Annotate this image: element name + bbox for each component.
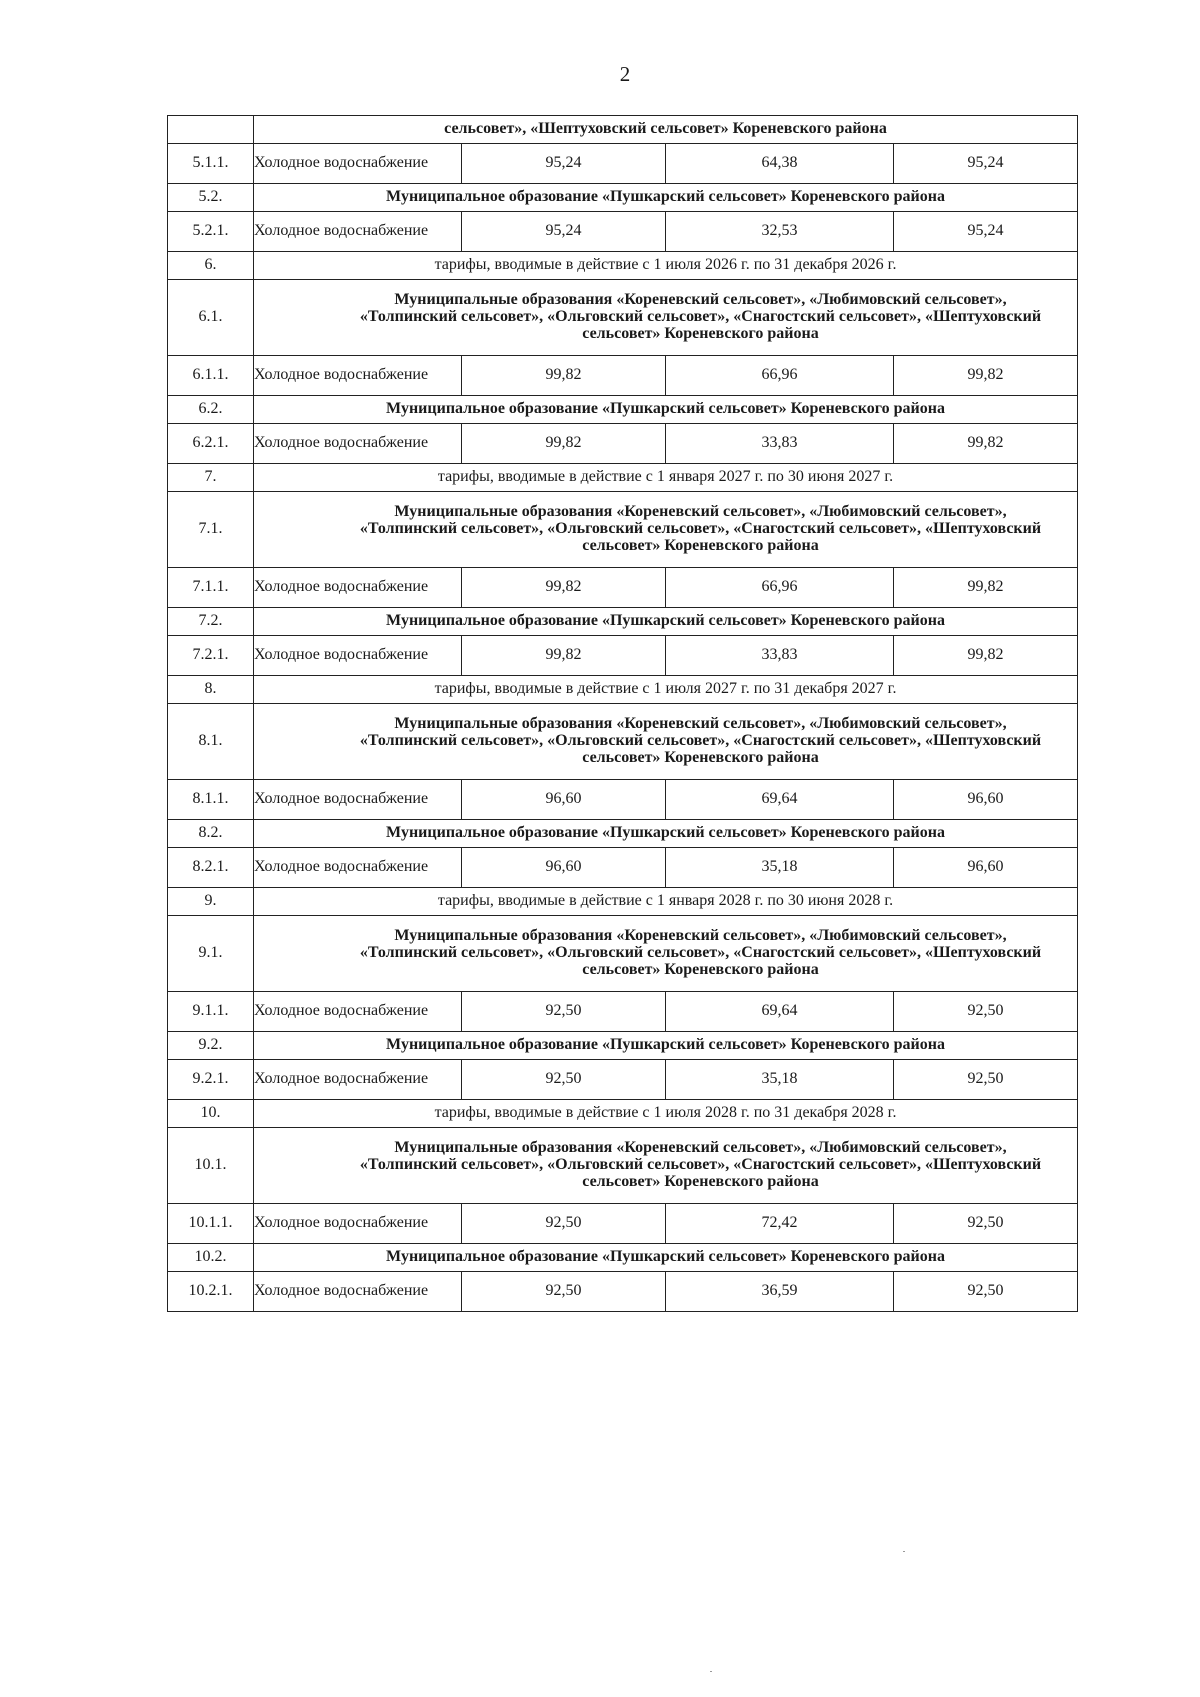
row-number: 9.2.1. [168, 1060, 254, 1100]
tariff-value: 35,18 [666, 1060, 894, 1100]
period-title: тарифы, вводимые в действие с 1 июля 2026 г. по 31 декабря 2026 г. [254, 252, 1078, 280]
table-row-heading3 [168, 280, 1078, 356]
service-name: Холодное водоснабжение [254, 992, 462, 1032]
service-name: Холодное водоснабжение [254, 356, 462, 396]
row-number: 9. [168, 888, 254, 916]
table-row-heading [168, 116, 1078, 144]
municipality-heading: Муниципальное образование «Пушкарский сельсовет» Кореневского района [254, 820, 1078, 848]
tariff-value: 99,82 [462, 636, 666, 676]
row-number: 6.1.1. [168, 356, 254, 396]
municipality-heading: Муниципальные образования «Кореневский сельсовет», «Любимовский сельсовет», «Толпинский сельсовет», «Ольговский сельсовет», «Снагостский сельсовет», «Шептуховский сельсовет» Кореневского района [254, 1128, 1078, 1204]
row-number: 9.1. [168, 916, 254, 992]
row-number: 10.1. [168, 1128, 254, 1204]
tariff-value: 95,24 [894, 144, 1078, 184]
tariff-value: 96,60 [894, 780, 1078, 820]
tariff-value: 95,24 [894, 212, 1078, 252]
service-name: Холодное водоснабжение [254, 780, 462, 820]
service-name: Холодное водоснабжение [254, 212, 462, 252]
row-number: 8.2.1. [168, 848, 254, 888]
tariff-value: 72,42 [666, 1204, 894, 1244]
table-row-service [168, 848, 1078, 888]
period-title: тарифы, вводимые в действие с 1 июля 2028 г. по 31 декабря 2028 г. [254, 1100, 1078, 1128]
table-row-service [168, 568, 1078, 608]
municipality-heading: Муниципальные образования «Кореневский сельсовет», «Любимовский сельсовет», «Толпинский сельсовет», «Ольговский сельсовет», «Снагостский сельсовет», «Шептуховский сельсовет» Кореневского района [254, 704, 1078, 780]
row-number: 7. [168, 464, 254, 492]
row-number: 5.1.1. [168, 144, 254, 184]
row-number: 8.1. [168, 704, 254, 780]
scan-speck [710, 1671, 712, 1672]
tariff-value: 69,64 [666, 992, 894, 1032]
service-name: Холодное водоснабжение [254, 1060, 462, 1100]
table-row-heading [168, 396, 1078, 424]
tariff-value: 99,82 [894, 424, 1078, 464]
period-title: тарифы, вводимые в действие с 1 января 2027 г. по 30 июня 2027 г. [254, 464, 1078, 492]
service-name: Холодное водоснабжение [254, 144, 462, 184]
row-number: 10.2. [168, 1244, 254, 1272]
row-number: 7.2. [168, 608, 254, 636]
row-number: 10. [168, 1100, 254, 1128]
row-number: 9.2. [168, 1032, 254, 1060]
tariff-value: 92,50 [894, 1204, 1078, 1244]
table-row-heading [168, 184, 1078, 212]
table-row-period [168, 252, 1078, 280]
row-number: 6.1. [168, 280, 254, 356]
table-row-service [168, 636, 1078, 676]
tariff-value: 92,50 [894, 1060, 1078, 1100]
table-row-service [168, 1060, 1078, 1100]
table-row-heading [168, 608, 1078, 636]
row-number: 7.2.1. [168, 636, 254, 676]
table-row-period [168, 676, 1078, 704]
row-number: 8.1.1. [168, 780, 254, 820]
municipality-heading: Муниципальное образование «Пушкарский сельсовет» Кореневского района [254, 1032, 1078, 1060]
row-number: 8. [168, 676, 254, 704]
municipality-heading: Муниципальные образования «Кореневский сельсовет», «Любимовский сельсовет», «Толпинский сельсовет», «Ольговский сельсовет», «Снагостский сельсовет», «Шептуховский сельсовет» Кореневского района [254, 492, 1078, 568]
table-row-service [168, 212, 1078, 252]
table-row-heading [168, 820, 1078, 848]
municipality-heading: Муниципальные образования «Кореневский сельсовет», «Любимовский сельсовет», «Толпинский сельсовет», «Ольговский сельсовет», «Снагостский сельсовет», «Шептуховский сельсовет» Кореневского района [254, 280, 1078, 356]
table-row-heading3 [168, 704, 1078, 780]
table-row-service [168, 424, 1078, 464]
tariff-value: 95,24 [462, 212, 666, 252]
municipality-heading: Муниципальные образования «Кореневский сельсовет», «Любимовский сельсовет», «Толпинский сельсовет», «Ольговский сельсовет», «Снагостский сельсовет», «Шептуховский сельсовет» Кореневского района [254, 916, 1078, 992]
municipality-heading: Муниципальное образование «Пушкарский сельсовет» Кореневского района [254, 608, 1078, 636]
service-name: Холодное водоснабжение [254, 848, 462, 888]
tariff-value: 99,82 [894, 356, 1078, 396]
tariff-value: 33,83 [666, 424, 894, 464]
row-number: 9.1.1. [168, 992, 254, 1032]
table-row-heading3 [168, 1128, 1078, 1204]
table-row-service [168, 780, 1078, 820]
tariff-value: 99,82 [894, 568, 1078, 608]
row-number: 5.2.1. [168, 212, 254, 252]
table-row-period [168, 464, 1078, 492]
tariff-value: 66,96 [666, 568, 894, 608]
tariff-value: 96,60 [894, 848, 1078, 888]
tariff-value: 99,82 [462, 568, 666, 608]
scan-speck [903, 1551, 905, 1552]
row-number: 8.2. [168, 820, 254, 848]
table-row-heading3 [168, 492, 1078, 568]
service-name: Холодное водоснабжение [254, 636, 462, 676]
table-row-period [168, 1100, 1078, 1128]
table-row-service [168, 1204, 1078, 1244]
tariff-value: 92,50 [462, 992, 666, 1032]
tariff-value: 35,18 [666, 848, 894, 888]
row-number: 6. [168, 252, 254, 280]
tariff-value: 92,50 [462, 1204, 666, 1244]
municipality-heading: сельсовет», «Шептуховский сельсовет» Кореневского района [254, 116, 1078, 144]
tariff-value: 92,50 [894, 992, 1078, 1032]
table-row-service [168, 356, 1078, 396]
tariff-table-body [168, 116, 1078, 1312]
service-name: Холодное водоснабжение [254, 1272, 462, 1312]
tariff-value: 95,24 [462, 144, 666, 184]
table-row-service [168, 1272, 1078, 1312]
period-title: тарифы, вводимые в действие с 1 июля 2027 г. по 31 декабря 2027 г. [254, 676, 1078, 704]
row-number: 7.1.1. [168, 568, 254, 608]
table-row-heading [168, 1032, 1078, 1060]
tariff-value: 96,60 [462, 780, 666, 820]
tariff-table [167, 115, 1078, 1312]
table-row-service [168, 992, 1078, 1032]
tariff-value: 36,59 [666, 1272, 894, 1312]
tariff-value: 92,50 [462, 1272, 666, 1312]
service-name: Холодное водоснабжение [254, 424, 462, 464]
tariff-value: 66,96 [666, 356, 894, 396]
row-number: 5.2. [168, 184, 254, 212]
table-row-service [168, 144, 1078, 184]
tariff-value: 99,82 [894, 636, 1078, 676]
service-name: Холодное водоснабжение [254, 1204, 462, 1244]
table-row-heading [168, 1244, 1078, 1272]
tariff-value: 92,50 [894, 1272, 1078, 1312]
tariff-value: 92,50 [462, 1060, 666, 1100]
row-number [168, 116, 254, 144]
table-row-heading3 [168, 916, 1078, 992]
period-title: тарифы, вводимые в действие с 1 января 2028 г. по 30 июня 2028 г. [254, 888, 1078, 916]
tariff-value: 64,38 [666, 144, 894, 184]
row-number: 10.1.1. [168, 1204, 254, 1244]
tariff-value: 96,60 [462, 848, 666, 888]
municipality-heading: Муниципальное образование «Пушкарский сельсовет» Кореневского района [254, 1244, 1078, 1272]
tariff-value: 69,64 [666, 780, 894, 820]
municipality-heading: Муниципальное образование «Пушкарский сельсовет» Кореневского района [254, 396, 1078, 424]
municipality-heading: Муниципальное образование «Пушкарский сельсовет» Кореневского района [254, 184, 1078, 212]
service-name: Холодное водоснабжение [254, 568, 462, 608]
row-number: 10.2.1. [168, 1272, 254, 1312]
tariff-value: 99,82 [462, 424, 666, 464]
table-row-period [168, 888, 1078, 916]
tariff-value: 32,53 [666, 212, 894, 252]
row-number: 7.1. [168, 492, 254, 568]
row-number: 6.2.1. [168, 424, 254, 464]
tariff-value: 99,82 [462, 356, 666, 396]
page-number: 2 [619, 62, 631, 86]
tariff-value: 33,83 [666, 636, 894, 676]
row-number: 6.2. [168, 396, 254, 424]
